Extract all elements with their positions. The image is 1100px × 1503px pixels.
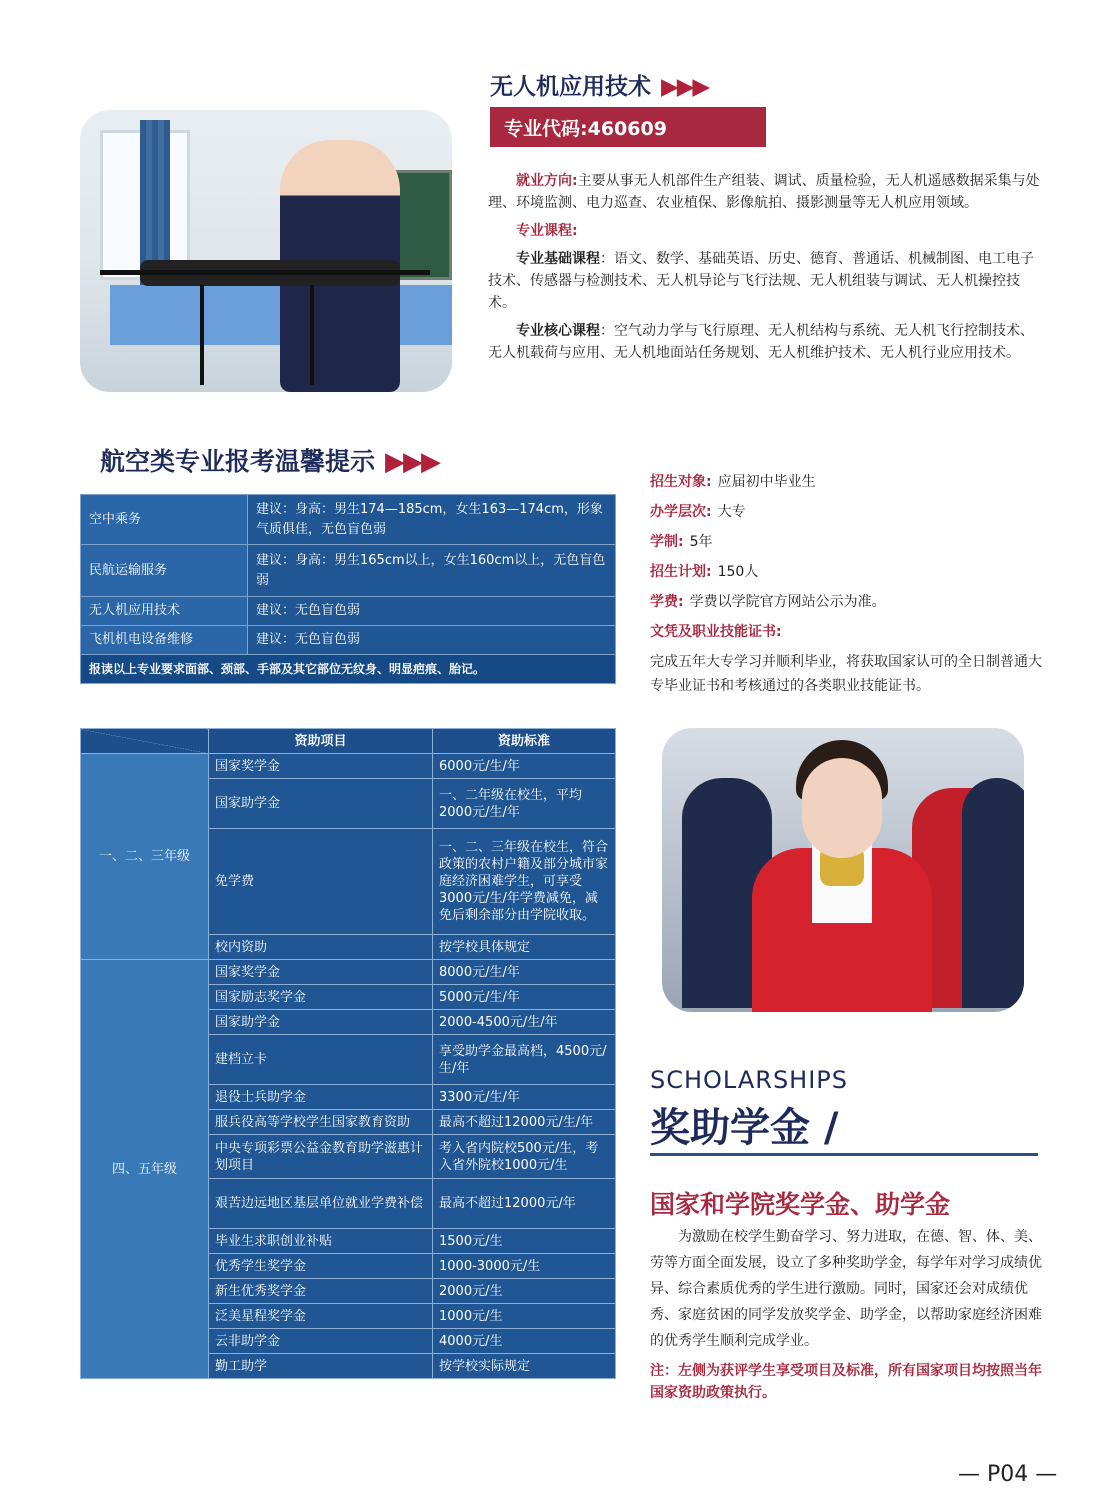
- basic-courses: 专业基础课程：语文、数学、基础英语、历史、德育、普通话、机械制图、电工电子技术、传感器与检测技术、无人机导论与飞行法规、无人机组装与调试、无人机操控技术。: [488, 251, 1034, 311]
- table-footer: 报读以上专业要求面部、颈部、手部及其它部位无纹身、明显疤痕、胎记。: [81, 655, 616, 684]
- requirements-table: [80, 494, 616, 684]
- admission-cert-label: 文凭及职业技能证书:: [650, 624, 782, 640]
- face: [802, 758, 882, 858]
- table-row: 国家励志奖学金 5000元/生/年: [81, 985, 616, 1010]
- arrows-icon: ▶▶▶: [661, 74, 709, 100]
- table-row: 无人机应用技术 建议：无色盲色弱: [81, 597, 616, 626]
- table-header: 资助项目 资助标准: [81, 729, 616, 754]
- drone-training-photo: [80, 110, 452, 392]
- table-row: 退役士兵助学金 3300元/生/年: [81, 1085, 616, 1110]
- diagonal-header-cell: [81, 729, 209, 754]
- table-row: 国家助学金 一、二年级在校生，平均2000元/生/年: [81, 779, 616, 829]
- program-name: 无人机应用技术: [490, 74, 651, 100]
- table-row: 免学费 一、二、三年级在校生，符合政策的农村户籍及部分城市家庭经济困难学生，可享受3000元/生/年学费减免，减免后剩余部分由学院收取。: [81, 829, 616, 935]
- scholarships-cn-title: 奖助学金 /: [650, 1105, 839, 1151]
- page-number: — P04 —: [958, 1462, 1058, 1487]
- drone-program-title: [490, 68, 708, 101]
- program-code: 专业代码:460609: [490, 107, 766, 147]
- table-row: 民航运输服务 建议：身高：男生165cm以上，女生160cm以上，无色盲色弱: [81, 545, 616, 597]
- table-row: 云非助学金 4000元/生: [81, 1329, 616, 1354]
- admission-years: 学制: 5年: [650, 534, 713, 550]
- drone-leg: [200, 285, 204, 385]
- scholarships-en-title: SCHOLARSHIPS: [650, 1066, 849, 1094]
- core-courses: 专业核心课程：空气动力学与飞行原理、无人机结构与系统、无人机飞行控制技术、无人机载荷与应用、无人机地面站任务规划、无人机维护技术、无人机行业应用技术。: [488, 323, 1034, 361]
- admission-fee: 学费: 学费以学院官方网站公示为准。: [650, 594, 886, 610]
- drone-arm: [100, 270, 430, 275]
- table-row: 优秀学生奖学金 1000-3000元/生: [81, 1254, 616, 1279]
- scholarships-note: 注：左侧为获评学生享受项目及标准，所有国家项目均按照当年国家资助政策执行。: [650, 1363, 1042, 1401]
- drone-description: [488, 170, 1044, 370]
- table-row: 四、五年级 国家奖学金 8000元/生/年: [81, 960, 616, 985]
- flight-attendant-photo: [662, 728, 1024, 1012]
- table-row: 国家助学金 2000-4500元/生/年: [81, 1010, 616, 1035]
- table-row: 空中乘务 建议：身高：男生174—185cm，女生163—174cm，形象气质俱佳，无色盲色弱: [81, 495, 616, 545]
- career-paragraph: 就业方向:主要从事无人机部件生产组装、调试、质量检验，无人机遥感数据采集与处理、环境监测、电力巡查、农业植保、影像航拍、摄影测量等无人机应用领域。: [488, 173, 1040, 211]
- scholarships-subtitle: 国家和学院奖学金、助学金: [650, 1190, 951, 1219]
- table-row: 服兵役高等学校学生国家教育资助 最高不超过12000元/生/年: [81, 1110, 616, 1135]
- background-figure: [962, 778, 1024, 1008]
- admission-info: [650, 468, 1050, 698]
- arrows-icon: ▶▶▶: [385, 447, 440, 477]
- group-label: 四、五年级: [81, 960, 209, 1379]
- table-row: 一、二、三年级 国家奖学金 6000元/生/年: [81, 754, 616, 779]
- admission-plan: 招生计划: 150人: [650, 564, 759, 580]
- admission-target: 招生对象: 应届初中毕业生: [650, 474, 816, 490]
- scholarships-body: 为激励在校学生勤奋学习、努力进取，在德、智、体、美、劳等方面全面发展，设立了多种奖助学金，每学年对学习成绩优异、综合素质优秀的学生进行激励。同时，国家还会对成绩优秀、家庭贫困的同学发放奖学金、助学金，以帮助家庭经济困难的优秀学生顺利完成学业。: [650, 1229, 1042, 1349]
- table-row: 飞机机电设备维修 建议：无色盲色弱: [81, 626, 616, 655]
- divider: [650, 1153, 1038, 1156]
- courses-heading: 专业课程:: [516, 223, 578, 239]
- drone-leg: [310, 285, 314, 385]
- table-row: 校内资助 按学校具体规定: [81, 935, 616, 960]
- tips-title: 航空类专业报考温馨提示 ▶▶▶: [100, 447, 440, 477]
- table-row: 建档立卡 享受助学金最高档，4500元/生/年: [81, 1035, 616, 1085]
- admission-level: 办学层次: 大专: [650, 504, 746, 520]
- table-row: 新生优秀奖学金 2000元/生: [81, 1279, 616, 1304]
- table-row: 毕业生求职创业补贴 1500元/生: [81, 1229, 616, 1254]
- admission-cert-text: 完成五年大专学习并顺利毕业，将获取国家认可的全日制普通大专毕业证书和考核通过的各类职业技能证书。: [650, 654, 1042, 694]
- table-row: 中央专项彩票公益金教育助学滋惠计划项目 考入省内院校500元/生，考入省外院校1000元/生: [81, 1135, 616, 1179]
- table-row: 泛美星程奖学金 1000元/生: [81, 1304, 616, 1329]
- group-label: 一、二、三年级: [81, 754, 209, 960]
- table-row: 勤工助学 按学校实际规定: [81, 1354, 616, 1379]
- scholarship-table: [80, 728, 616, 1379]
- table-row: 艰苦边远地区基层单位就业学费补偿 最高不超过12000元/年: [81, 1179, 616, 1229]
